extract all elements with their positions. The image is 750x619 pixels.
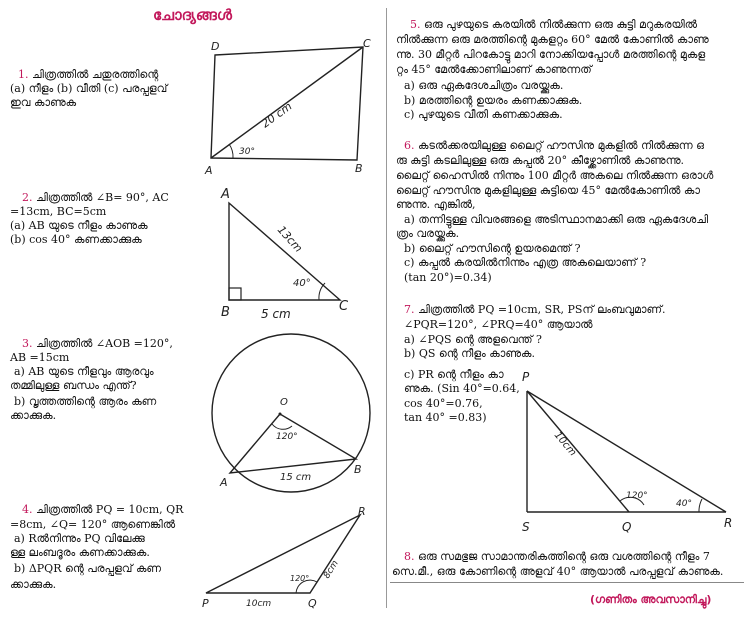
- question-text: AB =15cm: [10, 351, 70, 364]
- question-text: (a) നീളം (b) വീതി (c) പരപ്പളവ്: [10, 82, 168, 95]
- question-number: 2.: [22, 191, 33, 204]
- label-base: 5 cm: [261, 307, 291, 321]
- question-text: b) മരത്തിന്റെ ഉയരം കണക്കാക്കുക.: [404, 94, 583, 107]
- question-text: ഒരു സമഭുജ സാമാന്തരികത്തിന്റെ ഒരു വശത്തിന്റെ നീളം 7: [418, 550, 710, 563]
- question-text: =8cm, ∠Q= 120° ആണെങ്കിൽ: [10, 518, 176, 531]
- question-text: ക്കാക്കുക.: [10, 409, 57, 422]
- label-r: R: [724, 516, 733, 530]
- label-d: D: [211, 40, 220, 53]
- label-angle-r: 40°: [676, 499, 692, 509]
- question-text: =13cm, BC=5cm: [10, 205, 107, 218]
- question-text: ലൈറ്റ് ഹൈസിൽ നിന്നും 100 മീറ്റർ അകലെ നിൽക്കുന്ന ഒരാൾ: [396, 169, 714, 182]
- question-text: റ്റം 45° മേൽക്കോണിലാണ് കാണുന്നത്: [396, 63, 592, 76]
- label-a: A: [221, 187, 230, 202]
- question-text: b) QS ന്റെ നീളം കാണുക.: [404, 347, 536, 360]
- question-text: cos 40°=0.76,: [404, 397, 483, 410]
- label-angle: 30°: [239, 147, 255, 157]
- label-a: A: [205, 164, 213, 177]
- question-text: തമ്മിലുള്ള ബന്ധം എന്ത്?: [10, 379, 137, 392]
- question-text: ഒരു പുഴയുടെ കരയിൽ നിൽക്കുന്ന ഒരു കുട്ടി മറുകരയിൽ: [424, 18, 697, 31]
- question-text: ചിത്രത്തിൽ PQ =10cm, SR, PSന് ലംബവുമാണ്.: [418, 303, 666, 316]
- question-number: 6.: [404, 139, 415, 152]
- label-b: B: [354, 463, 362, 476]
- question-text: സെ.മീ., ഒരു കോണിന്റെ അളവ് 40° ആയാൽ പരപ്പളവ് കാണുക.: [392, 565, 724, 578]
- question-text: രു കുട്ടി കടലിലുള്ള ഒരു കപ്പൽ 20° കീഴ്ക്കോണിൽ കാണുന്നു.: [396, 154, 685, 167]
- question-text: നിൽക്കുന്ന ഒരു മരത്തിന്റെ മുകളറ്റം 60° മേൽ കോണിൽ കാണു: [396, 33, 709, 46]
- question-text: ∠PQR=120°, ∠PRQ=40° ആയാൽ: [404, 318, 593, 331]
- label-angle: 40°: [293, 278, 311, 289]
- label-p: P: [522, 370, 530, 384]
- question-text: c) പുഴയുടെ വീതി കണക്കാക്കുക.: [404, 108, 563, 121]
- figure-2-right-triangle: [215, 188, 365, 323]
- label-angle-q: 120°: [626, 491, 648, 501]
- label-q: Q: [308, 597, 317, 610]
- label-qr: 8cm: [322, 558, 341, 581]
- question-number: 4.: [22, 503, 33, 516]
- question-text: ക്കാക്കുക.: [10, 578, 57, 591]
- question-text: ചിത്രത്തിൽ PQ = 10cm, QR: [36, 503, 184, 516]
- label-c: C: [339, 299, 349, 314]
- figure-7-triangle: [516, 365, 746, 540]
- question-text: ചിത്രത്തിൽ ∠AOB =120°,: [36, 337, 173, 350]
- footer-note: (ഗണിതം അവസാനിച്ചു): [590, 593, 712, 606]
- label-b: B: [355, 162, 363, 175]
- question-number: 8.: [404, 550, 415, 563]
- question-text: (b) cos 40° കണക്കാക്കുക: [10, 233, 142, 246]
- question-text: ത്രം വരയ്ക്കുക.: [396, 227, 460, 240]
- label-chord: 15 cm: [280, 472, 312, 483]
- question-number: 5.: [410, 18, 421, 31]
- question-text: b) ലൈറ്റ് ഹൗസിന്റെ ഉയരമെന്ത് ?: [404, 242, 581, 255]
- column-divider: [386, 8, 387, 608]
- question-text: ചിത്രത്തിൽ ചതുരത്തിന്റെ: [32, 68, 159, 81]
- figure-1-rectangle: [205, 37, 375, 180]
- question-text: a) Rൽനിന്നും PQ വിലേക്കു: [14, 532, 145, 545]
- footer-rule: [390, 582, 744, 583]
- figure-3-circle: [208, 318, 378, 498]
- question-text: ലൈറ്റ് ഹൗസിനു മുകളിലുള്ള കുട്ടിയെ 45° മേൽകോണിൽ കാ: [396, 184, 700, 197]
- question-text: a) തന്നിട്ടുള്ള വിവരങ്ങളെ അടിസ്ഥാനമാക്കി ഒരു ഏകദേശചി: [404, 213, 709, 226]
- question-text: b) വൃത്തത്തിന്റെ ആരം കണ: [14, 395, 157, 408]
- label-diagonal: 20 cm: [259, 99, 295, 131]
- question-text: a) ഒരു ഏകദേശചിത്രം വരയ്ക്കുക.: [404, 79, 564, 92]
- question-text: ചിത്രത്തിൽ ∠B= 90°, AC: [36, 191, 169, 204]
- question-text: ഇവ കാണുക: [10, 96, 77, 109]
- label-b: B: [221, 305, 230, 320]
- question-text: c) കപ്പൽ കരയിൽനിന്നും എത്ര അകലെയാണ് ?: [404, 256, 647, 269]
- label-q: Q: [622, 520, 632, 534]
- question-number: 1.: [18, 68, 29, 81]
- question-number: 7.: [404, 303, 415, 316]
- question-text: a) AB യുടെ നീളവും ആരവും: [14, 365, 154, 378]
- question-text: ണുക. (Sin 40°=0.64,: [404, 382, 520, 395]
- label-s: S: [522, 520, 530, 534]
- question-text: ള്ള ലംബദൂരം കണക്കാക്കുക.: [10, 546, 150, 559]
- question-number: 3.: [22, 337, 33, 350]
- question-text: a) ∠PQS ന്റെ അളവെന്ത് ?: [404, 333, 542, 346]
- label-pq: 10cm: [246, 599, 272, 609]
- label-hypotenuse: 13cm: [274, 223, 306, 255]
- label-a: A: [220, 476, 228, 489]
- question-text: b) ΔPQR ന്റെ പരപ്പളവ് കണ: [14, 562, 162, 575]
- label-o: O: [280, 397, 288, 408]
- question-text: (a) AB യുടെ നീളം കാണുക: [10, 219, 148, 232]
- figure-4-triangle: [196, 505, 376, 615]
- question-text: ന്നു. 30 മീറ്റർ പിറകോട്ടു മാറി നോക്കിയപ്പോൾ മരത്തിന്റെ മുകള: [396, 48, 706, 61]
- question-text: tan 40° =0.83): [404, 411, 487, 424]
- label-angle: 120°: [276, 432, 298, 442]
- label-r: R: [358, 505, 366, 518]
- label-c: C: [363, 37, 371, 50]
- question-text: കടൽക്കരയിലുള്ള ലൈറ്റ് ഹൗസിനു മുകളിൽ നിൽക്കുന്ന ഒ: [418, 139, 704, 152]
- label-angle: 120°: [290, 574, 310, 583]
- question-text: c) PR ന്റെ നീളം കാ: [404, 368, 504, 381]
- question-text: (tan 20°)=0.34): [404, 271, 492, 284]
- label-p: P: [202, 597, 209, 610]
- question-text: ണുന്നു. എങ്കിൽ,: [396, 198, 476, 211]
- label-pq: 10cm: [551, 429, 579, 459]
- page-title: ചോദ്യങ്ങൾ: [153, 6, 232, 24]
